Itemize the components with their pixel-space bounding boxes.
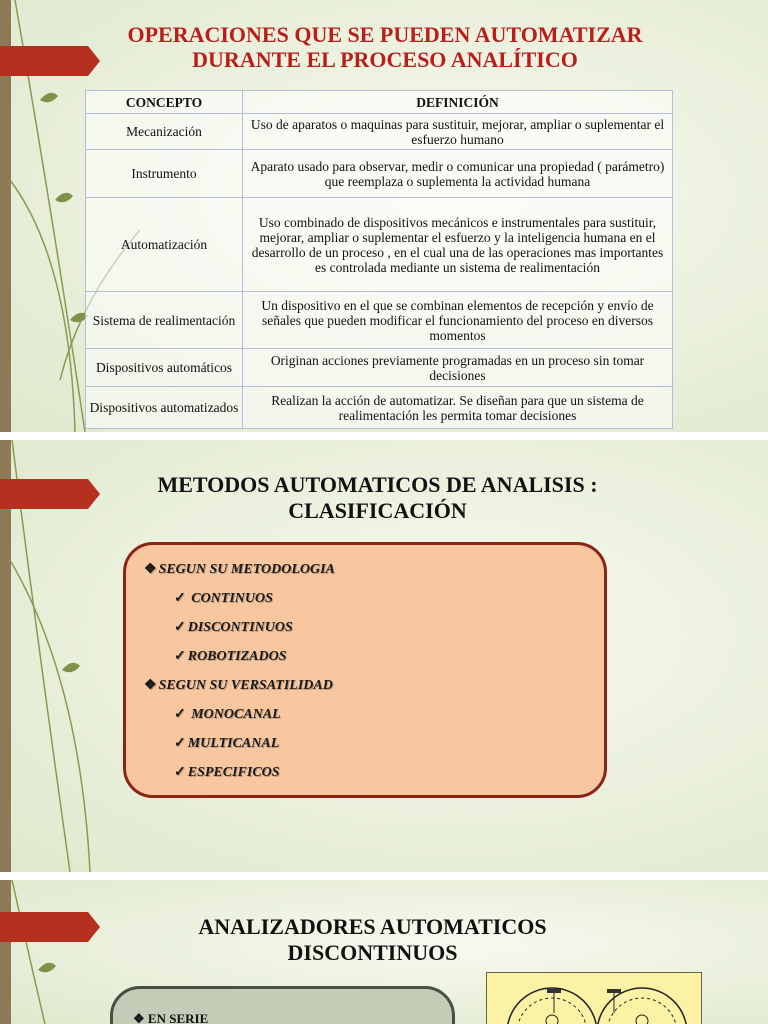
definition-cell: Realizan la acción de automatizar. Se diseñan para que un sistema de realimentación les permita tomar decisiones [243, 387, 673, 429]
slide-operaciones [0, 0, 768, 432]
table-row [86, 387, 673, 429]
definition-cell: Uso combinado de dispositivos mecánicos e instrumentales para sustituir, mejorar, ampliar o suplementar el esfuerzo y la inteligencia humana en el desarrollo de un proceso , en el cual una de las operaciones mas importantes es controlada mediante un sistema de realimentación [243, 198, 673, 292]
table-row [86, 150, 673, 198]
list-item [144, 555, 604, 584]
diamond-bullet-icon: ❖ [133, 1011, 145, 1024]
item-text: SEGUN SU METODOLOGIA [158, 562, 335, 577]
item-text: SEGUN SU VERSATILIDAD [158, 678, 333, 693]
title-line-2: CLASIFICACIÓN [288, 498, 467, 523]
classification-box [123, 542, 607, 798]
item-text: CONTINUOS [187, 591, 273, 606]
serie-label [133, 1011, 208, 1024]
slide-clasificacion [0, 440, 768, 872]
table-row [86, 349, 673, 387]
concept-cell: Mecanización [86, 114, 243, 150]
list-item [144, 613, 604, 642]
title-ribbon [0, 46, 100, 76]
table-header-row [86, 91, 673, 114]
item-text: ROBOTIZADOS [187, 649, 287, 664]
definition-cell: Un dispositivo en el que se combinan elementos de recepción y envío de señales que pueden modificar el funcionamiento del proceso en diversos momentos [243, 292, 673, 349]
header-definicion: DEFINICIÓN [243, 91, 673, 114]
item-text: MULTICANAL [187, 736, 280, 751]
title-line-1: OPERACIONES QUE SE PUEDEN AUTOMATIZAR [127, 22, 643, 47]
analyzer-diagram-drawing [487, 973, 701, 1024]
item-text: ESPECIFICOS [187, 765, 280, 780]
item-text: MONOCANAL [187, 707, 281, 722]
concept-cell: Dispositivos automatizados [86, 387, 243, 429]
check-icon: ✓ [174, 649, 186, 664]
title-line-2: DISCONTINUOS [287, 940, 458, 965]
title-line-1: METODOS AUTOMATICOS DE ANALISIS : [157, 472, 598, 497]
concept-cell: Automatización [86, 198, 243, 292]
table-row [86, 198, 673, 292]
analyzer-diagram [486, 972, 702, 1024]
classification-list [126, 545, 604, 787]
definition-cell: Aparato usado para observar, medir o comunicar una propiedad ( parámetro) que reemplaza o suplementa la actividad humana [243, 150, 673, 198]
check-icon: ✓ [174, 765, 186, 780]
table-row [86, 292, 673, 349]
list-item [144, 642, 604, 671]
diamond-bullet-icon: ❖ [144, 678, 157, 693]
concepts-table [85, 90, 673, 429]
left-accent-bar [0, 880, 11, 1024]
title-ribbon [0, 912, 100, 942]
concept-cell: Dispositivos automáticos [86, 349, 243, 387]
slide-title [110, 472, 645, 524]
concept-cell: Instrumento [86, 150, 243, 198]
check-icon: ✓ [174, 707, 186, 722]
serie-label-text: EN SERIE [147, 1011, 209, 1024]
table-row [86, 114, 673, 150]
diamond-bullet-icon: ❖ [144, 562, 157, 577]
list-item [144, 584, 604, 613]
header-concepto: CONCEPTO [86, 91, 243, 114]
check-icon: ✓ [174, 736, 186, 751]
list-item [144, 700, 604, 729]
check-icon: ✓ [174, 620, 186, 635]
definition-cell: Originan acciones previamente programadas en un proceso sin tomar decisiones [243, 349, 673, 387]
slide-title [100, 22, 670, 72]
serie-box [110, 986, 455, 1024]
check-icon: ✓ [174, 591, 186, 606]
list-item [144, 758, 604, 787]
definition-cell: Uso de aparatos o maquinas para sustituir, mejorar, ampliar o suplementar el esfuerzo humano [243, 114, 673, 150]
concept-cell: Sistema de realimentación [86, 292, 243, 349]
slide-title [110, 914, 635, 966]
title-ribbon [0, 479, 100, 509]
list-item [144, 729, 604, 758]
slide-analizadores [0, 880, 768, 1024]
title-line-2: DURANTE EL PROCESO ANALÍTICO [192, 47, 578, 72]
list-item [144, 671, 604, 700]
item-text: DISCONTINUOS [187, 620, 293, 635]
title-line-1: ANALIZADORES AUTOMATICOS [198, 914, 547, 939]
